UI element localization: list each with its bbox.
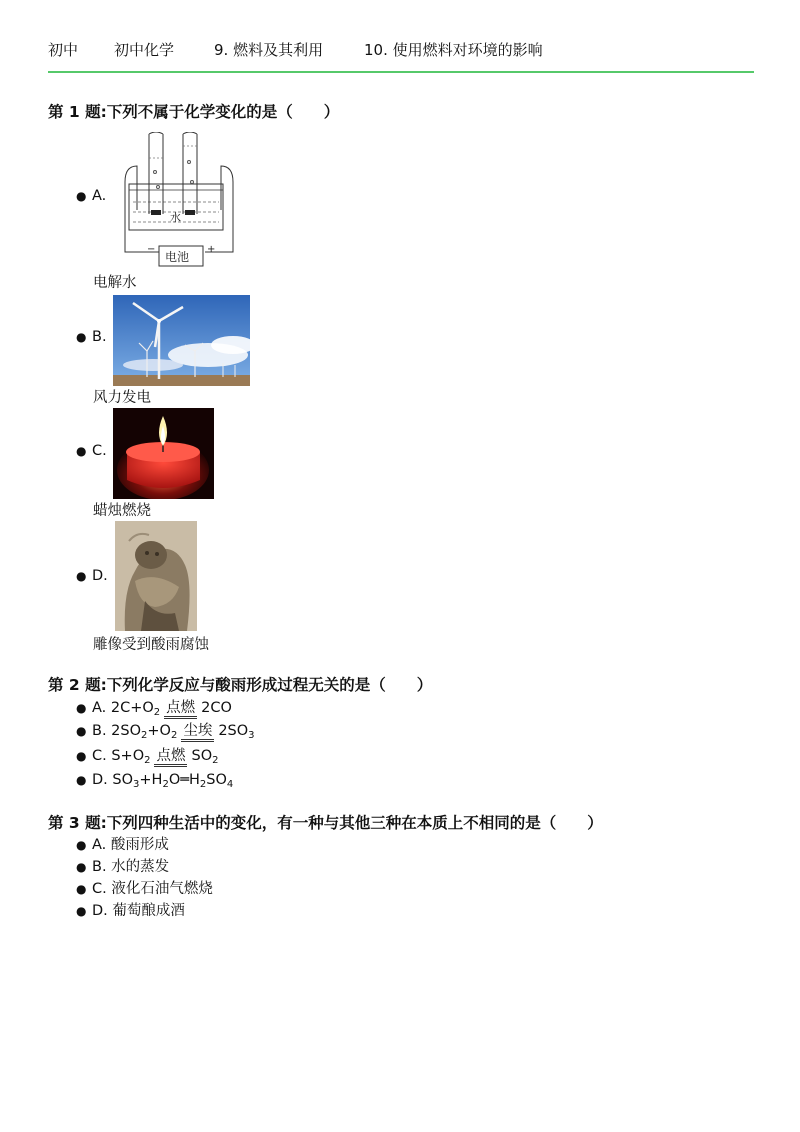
question-1-title: 第 1 题:下列不属于化学变化的是（ ） (48, 103, 340, 121)
q2-option-d[interactable]: ● D. $SO_3+H_2O═H_2SO_4$ (76, 769, 233, 791)
bullet: ● (76, 444, 87, 458)
svg-text:电池: 电池 (165, 250, 190, 264)
bullet: ● (76, 189, 87, 203)
breadcrumb (48, 38, 754, 73)
bullet: ● (76, 838, 87, 852)
svg-text:水: 水 (170, 211, 181, 224)
q3-option-c[interactable]: ● C. 液化石油气燃烧 (76, 878, 213, 900)
bullet: ● (76, 773, 87, 787)
q2-option-c[interactable]: ● C. $S+O_2$ 点燃 $SO_2$ (76, 745, 218, 767)
q3-option-d[interactable]: ● D. 葡萄酿成酒 (76, 900, 185, 922)
q2-option-a[interactable]: ● A. $2C+O_2$ 点燃 2CO (76, 697, 232, 719)
q1-option-d-caption: 雕像受到酸雨腐蚀 (93, 637, 209, 653)
q1-option-a-caption: 电解水 (93, 275, 137, 291)
bullet: ● (76, 904, 87, 918)
q3-option-b[interactable]: ● B. 水的蒸发 (76, 856, 169, 878)
bullet: ● (76, 569, 87, 583)
question-2-title: 第 2 题:下列化学反应与酸雨形成过程无关的是（ ） (48, 676, 433, 694)
q1-option-c-caption: 蜡烛燃烧 (93, 503, 151, 519)
q3-option-a[interactable]: ● A. 酸雨形成 (76, 834, 169, 856)
bullet: ● (76, 330, 87, 344)
bullet: ● (76, 882, 87, 896)
question-3-title: 第 3 题:下列四种生活中的变化，有一种与其他三种在本质上不相同的是（ ） (48, 814, 603, 832)
bullet: ● (76, 860, 87, 874)
candle-photo-icon (113, 408, 214, 503)
q1-option-a[interactable]: ● A. (76, 185, 106, 207)
bullet: ● (76, 749, 87, 763)
bullet: ● (76, 701, 87, 715)
statue-photo-icon (115, 521, 197, 635)
electrolysis-diagram-icon (113, 132, 238, 278)
breadcrumb-item[interactable]: 10. 使用燃料对环境的影响 (364, 41, 543, 59)
q1-option-b[interactable]: ● B. (76, 326, 107, 348)
breadcrumb-item[interactable]: 初中 (48, 41, 79, 59)
q2-option-b[interactable]: ● B. $2SO_2+O_2$ 尘埃 $2SO_3$ (76, 720, 255, 742)
breadcrumb-item[interactable]: 9. 燃料及其利用 (214, 41, 324, 59)
bullet: ● (76, 724, 87, 738)
svg-text:−: − (147, 244, 156, 255)
q1-option-d[interactable]: ● D. (76, 565, 108, 587)
wind-turbine-photo-icon (113, 295, 250, 390)
svg-text:+: + (207, 244, 216, 255)
q1-option-b-caption: 风力发电 (93, 390, 151, 406)
breadcrumb-item[interactable]: 初中化学 (114, 41, 175, 59)
q1-option-c[interactable]: ● C. (76, 440, 107, 462)
